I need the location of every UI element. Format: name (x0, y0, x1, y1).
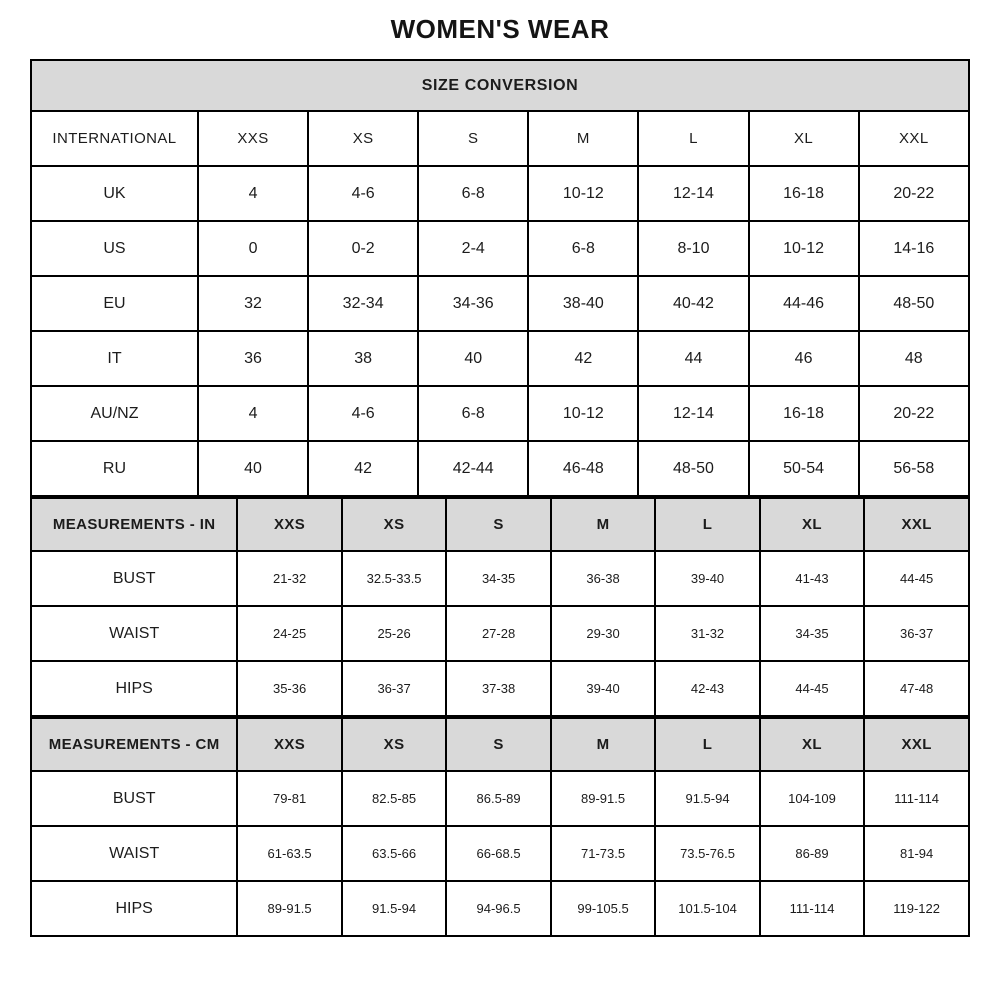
table-title-row (31, 60, 969, 111)
table-cell: 44-45 (864, 551, 969, 606)
table-row-it (31, 331, 969, 386)
table-cell: 36 (198, 331, 308, 386)
table-cell: 81-94 (864, 826, 969, 881)
column-header-row (31, 111, 969, 166)
table-cell: 4 (198, 386, 308, 441)
table-cell: 79-81 (237, 771, 341, 826)
table-cell: 10-12 (528, 386, 638, 441)
table-cell: 8-10 (638, 221, 748, 276)
table-cell: 34-36 (418, 276, 528, 331)
measurements-in-table (30, 497, 970, 717)
table-cell: 46-48 (528, 441, 638, 496)
table-cell: 71-73.5 (551, 826, 655, 881)
table-cell: 46 (749, 331, 859, 386)
column-header: L (655, 718, 759, 771)
table-cell: 44 (638, 331, 748, 386)
table-cell: 36-38 (551, 551, 655, 606)
table-cell: 48-50 (638, 441, 748, 496)
table-cell: 0-2 (308, 221, 418, 276)
table-cell: 38 (308, 331, 418, 386)
column-header: L (655, 498, 759, 551)
table-cell: 42-44 (418, 441, 528, 496)
table-cell: 36-37 (342, 661, 446, 716)
table-cell: 61-63.5 (237, 826, 341, 881)
column-header: S (418, 111, 528, 166)
table-cell: 111-114 (760, 881, 864, 936)
table-row-aunz (31, 386, 969, 441)
table-cell: 27-28 (446, 606, 550, 661)
column-header: S (446, 718, 550, 771)
measurements-in-title: MEASUREMENTS - IN (31, 498, 237, 551)
table-cell: 36-37 (864, 606, 969, 661)
column-header-row (31, 498, 969, 551)
table-cell: 4-6 (308, 386, 418, 441)
table-cell: 63.5-66 (342, 826, 446, 881)
table-cell: 86.5-89 (446, 771, 550, 826)
column-header: XL (760, 498, 864, 551)
row-label: IT (31, 331, 198, 386)
table-cell: 20-22 (859, 166, 969, 221)
column-header: XS (308, 111, 418, 166)
table-cell: 4 (198, 166, 308, 221)
page-title: WOMEN'S WEAR (390, 14, 610, 44)
table-row-uk (31, 166, 969, 221)
table-cell: 40 (198, 441, 308, 496)
table-cell: 48-50 (859, 276, 969, 331)
table-cell: 73.5-76.5 (655, 826, 759, 881)
column-header: XXS (237, 718, 341, 771)
table-cell: 56-58 (859, 441, 969, 496)
table-cell: 86-89 (760, 826, 864, 881)
table-cell: 47-48 (864, 661, 969, 716)
table-cell: 24-25 (237, 606, 341, 661)
table-cell: 50-54 (749, 441, 859, 496)
row-label: HIPS (31, 661, 237, 716)
row-label: AU/NZ (31, 386, 198, 441)
table-cell: 44-46 (749, 276, 859, 331)
row-label: UK (31, 166, 198, 221)
column-header: XS (342, 718, 446, 771)
table-cell: 104-109 (760, 771, 864, 826)
table-cell: 34-35 (446, 551, 550, 606)
measurements-cm-table (30, 717, 970, 937)
column-header: XS (342, 498, 446, 551)
table-cell: 101.5-104 (655, 881, 759, 936)
table-cell: 37-38 (446, 661, 550, 716)
table-cell: 41-43 (760, 551, 864, 606)
table-cell: 48 (859, 331, 969, 386)
table-cell: 20-22 (859, 386, 969, 441)
table-cell: 32.5-33.5 (342, 551, 446, 606)
table-cell: 29-30 (551, 606, 655, 661)
table-cell: 39-40 (551, 661, 655, 716)
table-cell: 31-32 (655, 606, 759, 661)
table-cell: 16-18 (749, 386, 859, 441)
table-cell: 119-122 (864, 881, 969, 936)
table-cell: 25-26 (342, 606, 446, 661)
table-cell: 42 (308, 441, 418, 496)
table-cell: 10-12 (528, 166, 638, 221)
table-cell: 12-14 (638, 166, 748, 221)
column-header: XXL (859, 111, 969, 166)
table-cell: 6-8 (528, 221, 638, 276)
column-header-row (31, 718, 969, 771)
row-label: BUST (31, 771, 237, 826)
table-cell: 99-105.5 (551, 881, 655, 936)
table-cell: 42 (528, 331, 638, 386)
table-cell: 44-45 (760, 661, 864, 716)
column-header: XL (760, 718, 864, 771)
table-row-hips-in (31, 661, 969, 716)
measurements-cm-title: MEASUREMENTS - CM (31, 718, 237, 771)
table-row-hips-cm (31, 881, 969, 936)
table-cell: 35-36 (237, 661, 341, 716)
table-cell: 89-91.5 (237, 881, 341, 936)
table-cell: 82.5-85 (342, 771, 446, 826)
table-cell: 34-35 (760, 606, 864, 661)
column-header: L (638, 111, 748, 166)
table-cell: 32 (198, 276, 308, 331)
row-label: WAIST (31, 606, 237, 661)
table-cell: 0 (198, 221, 308, 276)
table-row-eu (31, 276, 969, 331)
column-header: XXL (864, 718, 969, 771)
size-conversion-title: SIZE CONVERSION (31, 60, 969, 111)
table-row-ru (31, 441, 969, 496)
row-label: WAIST (31, 826, 237, 881)
table-cell: 4-6 (308, 166, 418, 221)
row-label: RU (31, 441, 198, 496)
table-row-bust-in (31, 551, 969, 606)
column-header: M (528, 111, 638, 166)
row-label: BUST (31, 551, 237, 606)
table-cell: 14-16 (859, 221, 969, 276)
column-header: M (551, 718, 655, 771)
row-label: HIPS (31, 881, 237, 936)
column-header: XL (749, 111, 859, 166)
table-row-waist-in (31, 606, 969, 661)
table-cell: 38-40 (528, 276, 638, 331)
table-cell: 39-40 (655, 551, 759, 606)
table-cell: 66-68.5 (446, 826, 550, 881)
row-label: EU (31, 276, 198, 331)
table-cell: 32-34 (308, 276, 418, 331)
column-header: XXL (864, 498, 969, 551)
table-row-bust-cm (31, 771, 969, 826)
table-cell: 10-12 (749, 221, 859, 276)
table-row-us (31, 221, 969, 276)
table-cell: 91.5-94 (342, 881, 446, 936)
column-header: XXS (198, 111, 308, 166)
table-cell: 6-8 (418, 166, 528, 221)
table-cell: 40-42 (638, 276, 748, 331)
column-header: XXS (237, 498, 341, 551)
column-header: INTERNATIONAL (31, 111, 198, 166)
column-header: M (551, 498, 655, 551)
table-cell: 94-96.5 (446, 881, 550, 936)
table-cell: 16-18 (749, 166, 859, 221)
column-header: S (446, 498, 550, 551)
table-cell: 111-114 (864, 771, 969, 826)
table-cell: 40 (418, 331, 528, 386)
table-cell: 12-14 (638, 386, 748, 441)
table-cell: 91.5-94 (655, 771, 759, 826)
table-cell: 21-32 (237, 551, 341, 606)
size-conversion-table (30, 59, 970, 497)
table-row-waist-cm (31, 826, 969, 881)
row-label: US (31, 221, 198, 276)
table-cell: 2-4 (418, 221, 528, 276)
table-cell: 89-91.5 (551, 771, 655, 826)
table-cell: 42-43 (655, 661, 759, 716)
table-cell: 6-8 (418, 386, 528, 441)
